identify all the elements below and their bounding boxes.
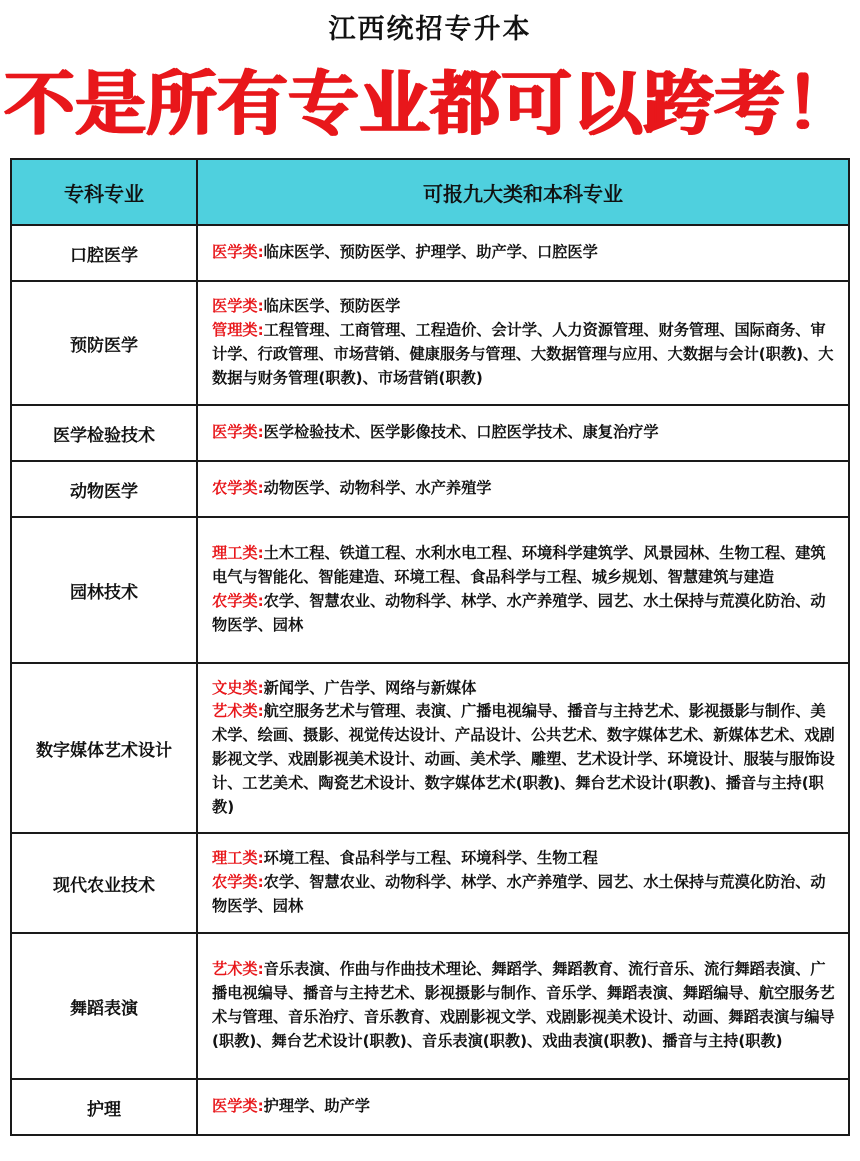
category-line [212, 295, 836, 319]
category-label: 医学类: [212, 1097, 264, 1116]
eligible-cell [197, 663, 849, 833]
major-cell: 医学检验技术 [11, 405, 197, 461]
category-items: 农学、智慧农业、动物科学、林学、水产养殖学、园艺、水土保持与荒漠化防治、动物医学、园林 [212, 873, 826, 915]
table-row [11, 405, 849, 461]
category-items: 临床医学、预防医学 [263, 297, 401, 316]
table-row [11, 933, 849, 1079]
category-line [212, 542, 836, 590]
major-cell: 动物医学 [11, 461, 197, 517]
category-line [212, 319, 836, 390]
table-row [11, 517, 849, 663]
category-label: 农学类: [212, 592, 264, 610]
category-line [212, 421, 836, 445]
page-header [0, 12, 860, 146]
category-items: 土木工程、铁道工程、水利水电工程、环境科学建筑学、风景园林、生物工程、建筑电气与智能化、智能建造、环境工程、食品科学与工程、城乡规划、智慧建筑与建造 [212, 544, 826, 587]
category-line [212, 700, 836, 819]
category-line [212, 871, 836, 919]
category-line [212, 477, 836, 501]
major-cell: 数字媒体艺术设计 [11, 663, 197, 833]
major-cell: 口腔医学 [11, 225, 197, 281]
category-items: 动物医学、动物科学、水产养殖学 [263, 479, 492, 498]
category-items: 环境工程、食品科学与工程、环境科学、生物工程 [263, 849, 598, 868]
category-items: 医学检验技术、医学影像技术、口腔医学技术、康复治疗学 [263, 423, 659, 442]
category-label: 理工类: [212, 849, 264, 868]
page-headline: 不是所有专业都可以跨考！ [4, 63, 856, 145]
column-header-major: 专科专业 [11, 159, 197, 225]
major-cell: 护理 [11, 1079, 197, 1135]
table-row [11, 281, 849, 405]
table-header-row [11, 159, 849, 225]
table-row [11, 461, 849, 517]
category-line [212, 241, 836, 265]
category-label: 医学类: [212, 297, 264, 316]
category-label: 医学类: [212, 423, 264, 442]
column-header-eligible: 可报九大类和本科专业 [197, 159, 849, 225]
category-label: 农学类: [212, 873, 264, 892]
eligible-cell [197, 461, 849, 517]
category-items: 航空服务艺术与管理、表演、广播电视编导、播音与主持艺术、影视摄影与制作、美术学、绘画、摄影、视觉传达设计、产品设计、公共艺术、数字媒体艺术、新媒体艺术、戏剧影视文学、戏剧影视美术设计、动画、美术学、雕塑、艺术设计学、环境设计、服装与服饰设计、工艺美术、陶瓷艺术设计、数字媒体艺术(职教)、舞台艺术设计(职教)、播音与主持(职教) [212, 702, 835, 816]
table-row [11, 225, 849, 281]
major-cell: 现代农业技术 [11, 833, 197, 933]
major-cell: 园林技术 [11, 517, 197, 663]
major-table [10, 158, 850, 1136]
table-row [11, 833, 849, 933]
category-items: 农学、智慧农业、动物科学、林学、水产养殖学、园艺、水土保持与荒漠化防治、动物医学、园林 [212, 592, 826, 634]
category-label: 艺术类: [212, 702, 264, 721]
category-line [212, 847, 836, 871]
category-items: 护理学、助产学 [263, 1097, 370, 1116]
eligible-cell [197, 833, 849, 933]
eligible-cell [197, 405, 849, 461]
category-label: 管理类: [212, 321, 264, 340]
eligible-cell [197, 517, 849, 663]
category-label: 农学类: [212, 479, 264, 498]
eligible-cell [197, 933, 849, 1079]
category-label: 医学类: [212, 243, 264, 262]
eligible-cell [197, 225, 849, 281]
eligible-cell [197, 281, 849, 405]
eligible-cell [197, 1079, 849, 1135]
table-row [11, 663, 849, 833]
page-subtitle: 江西统招专升本 [328, 14, 532, 45]
category-items: 音乐表演、作曲与作曲技术理论、舞蹈学、舞蹈教育、流行音乐、流行舞蹈表演、广播电视编导、播音与主持艺术、影视摄影与制作、音乐学、舞蹈表演、舞蹈编导、航空服务艺术与管理、音乐治疗、音乐教育、戏剧影视文学、戏剧影视美术设计、动画、舞蹈表演与编导(职教)、舞台艺术设计(职教)、音乐表演(职教)、戏曲表演(职教)、播音与主持(职教) [212, 960, 835, 1050]
category-line [212, 677, 836, 701]
category-label: 理工类: [212, 544, 264, 563]
major-cell: 舞蹈表演 [11, 933, 197, 1079]
category-label: 艺术类: [212, 960, 264, 979]
category-line [212, 1095, 836, 1119]
category-line [212, 958, 836, 1053]
category-items: 临床医学、预防医学、护理学、助产学、口腔医学 [263, 243, 598, 262]
category-line [212, 590, 836, 638]
table-row [11, 1079, 849, 1135]
category-label: 文史类: [212, 678, 264, 697]
category-items: 工程管理、工商管理、工程造价、会计学、人力资源管理、财务管理、国际商务、审计学、行政管理、市场营销、健康服务与管理、大数据管理与应用、大数据与会计(职教)、大数据与财务管理(职教)、市场营销(职教) [212, 321, 834, 387]
major-cell: 预防医学 [11, 281, 197, 405]
category-items: 新闻学、广告学、网络与新媒体 [263, 678, 477, 697]
